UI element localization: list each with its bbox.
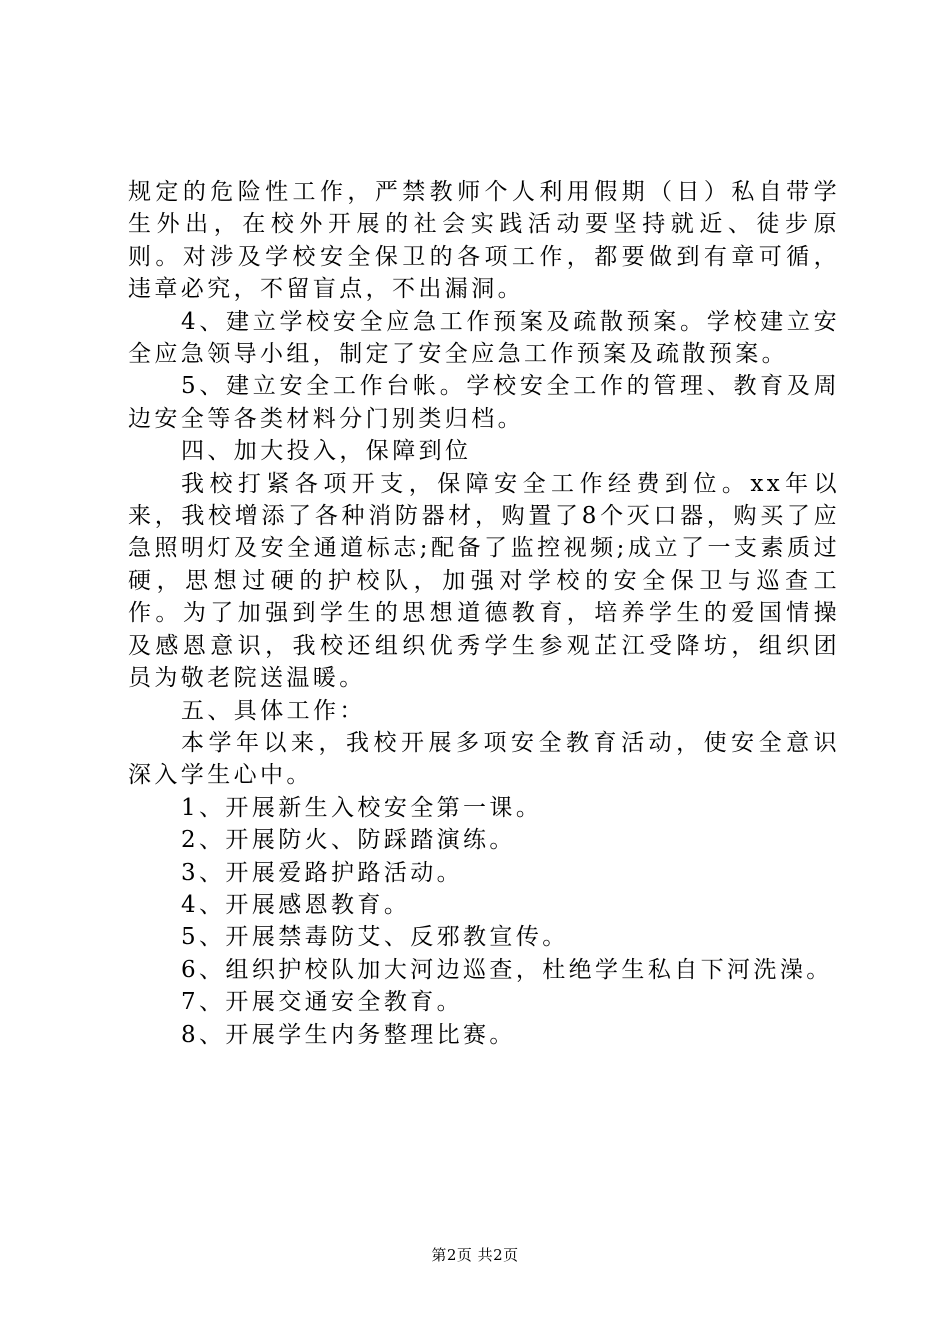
list-item-8: 8、开展学生内务整理比赛。 — [181, 1021, 516, 1048]
list-item-4: 4、开展感恩教育。 — [181, 891, 411, 918]
list-item-1: 1、开展新生入校安全第一课。 — [181, 794, 543, 821]
list-item-6: 6、组织护校队加大河边巡查，杜绝学生私自下河洗澡。 — [181, 956, 833, 983]
page-number-label: 第2页 共2页 — [431, 1246, 519, 1264]
list-item-5: 5、开展禁毒防艾、反邪教宣传。 — [181, 924, 569, 951]
section-heading-5: 五、具体工作： — [181, 697, 366, 724]
paragraph-1: 规定的危险性工作，严禁教师个人利用假期（日）私自带学生外出，在校外开展的社会实践活动要坚持就近、徒步原则。对涉及学校安全保卫的各项工作，都要做到有章可循，违章必究，不留盲点，不出漏洞。 — [128, 179, 840, 303]
paragraph-3: 5、建立安全工作台帐。学校安全工作的管理、教育及周边安全等各类材料分门别类归档。 — [128, 373, 840, 432]
paragraph-2: 4、建立学校安全应急工作预案及疏散预案。学校建立安全应急领导小组，制定了安全应急工作预案及疏散预案。 — [128, 308, 840, 368]
document-body — [128, 176, 840, 1051]
paragraph-5: 我校打紧各项开支，保障安全工作经费到位。xx年以来，我校增添了各种消防器材，购置了8个灭口器，购买了应急照明灯及安全通道标志;配备了监控视频;成立了一支素质过硬，思想过硬的护校队，加强对学校的安全保卫与巡查工作。为了加强到学生的思想道德教育，培养学生的爱国情操及感恩意识，我校还组织优秀学生参观芷江受降坊，组织团员为敬老院送温暖。 — [128, 470, 840, 692]
paragraph-7: 本学年以来，我校开展多项安全教育活动，使安全意识深入学生心中。 — [128, 729, 840, 789]
list-item-3: 3、开展爱路护路活动。 — [181, 859, 464, 886]
list-item-7: 7、开展交通安全教育。 — [181, 989, 464, 1016]
page-footer — [0, 1244, 950, 1265]
section-heading-4: 四、加大投入，保障到位 — [181, 438, 472, 465]
list-item-2: 2、开展防火、防踩踏演练。 — [181, 827, 516, 854]
